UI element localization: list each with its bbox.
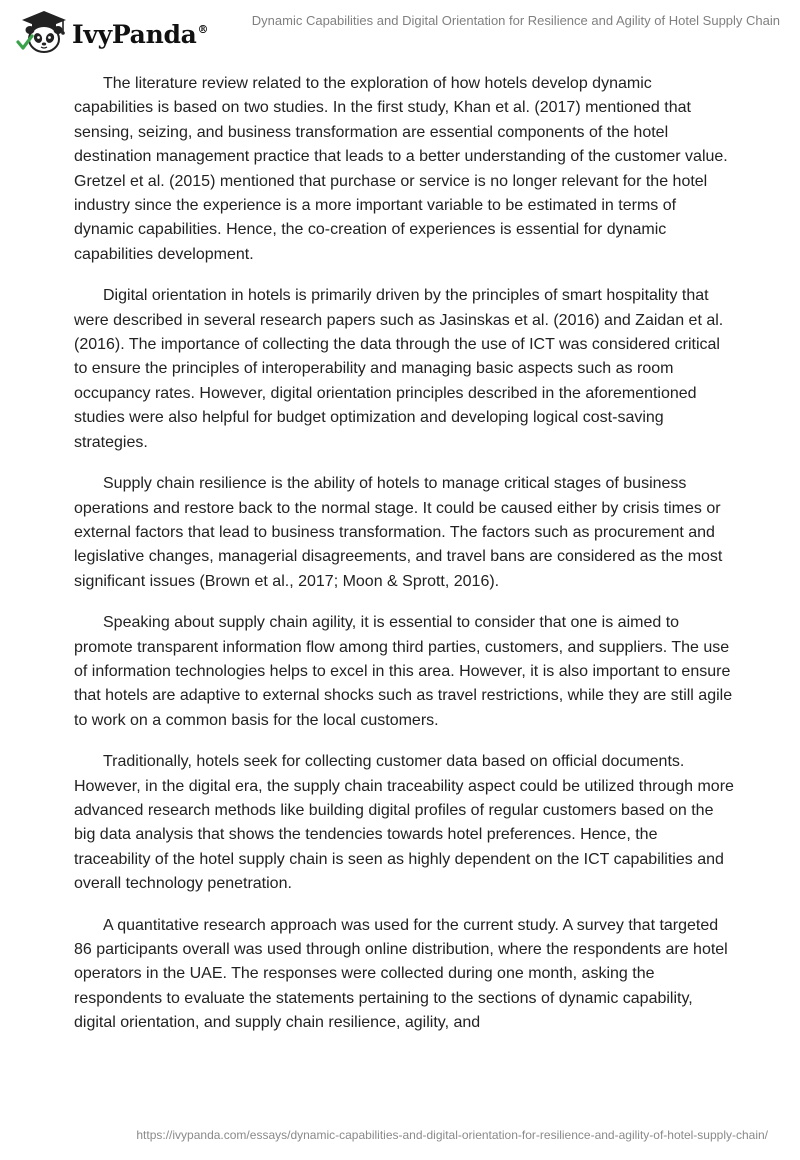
logo-text: IvyPanda®: [72, 19, 209, 49]
page-header: [0, 0, 800, 60]
paragraph-2: Digital orientation in hotels is primarily driven by the principles of smart hospitality that were described in several research papers such as Jasinskas et al. (2016) and Zaidan et al. (2016). The importance of collecting the data through the use of ICT was considered critical to ensure the principles of interoperability and managing basic aspects such as room occupancy rates. However, digital orientation principles described in the aforementioned studies were also helpful for budget optimization and developing logical cost-saving strategies.: [74, 287, 724, 451]
paragraph-5: Traditionally, hotels seek for collecting customer data based on official documents. However, in the digital era, the supply chain traceability aspect could be utilized through more advanced research methods like building digital profiles of regular customers based on the big data analysis that shows the tendencies towards hotel preferences. Hence, the traceability of the hotel supply chain is seen as highly dependent on the ICT capabilities and overall technology penetration.: [74, 753, 734, 893]
paragraph-1: The literature review related to the exploration of how hotels develop dynamic capabilities is based on two studies. In the first study, Khan et al. (2017) mentioned that sensing, seizing, and business transformation are essential components of the hotel destination management practice that leads to a better understanding of the customer value. Gretzel et al. (2015) mentioned that purchase or service is no longer relevant for the hotel industry since the experience is a more important variable to be estimated in terms of dynamic capabilities. Hence, the co-creation of experiences is essential for dynamic capabilities development.: [74, 75, 728, 263]
panda-graduation-cap-icon: [14, 8, 70, 54]
paragraph-6: A quantitative research approach was used for the current study. A survey that targeted 86 participants overall was used through online distribution, where the respondents are hotel operators in the UAE. The responses were collected during one month, asking the respondents to evaluate the statements pertaining to the sections of dynamic capability, digital orientation, and supply chain resilience, agility, and: [74, 916, 728, 1032]
essay-body: [74, 72, 734, 1053]
registered-mark: ®: [197, 23, 209, 37]
paragraph-3: Supply chain resilience is the ability of hotels to manage critical stages of business operations and restore back to the normal stage. It could be caused either by crisis times or external factors that lead to business transformation. The factors such as procurement and legislative changes, managerial disagreements, and travel bans are considered as the most significant issues (Brown et al., 2017; Moon & Sprott, 2016).: [74, 475, 723, 590]
paragraph-4: Speaking about supply chain agility, it is essential to consider that one is aimed to promote transparent information flow among third parties, customers, and suppliers. The use of information technologies helps to excel in this area. However, it is also important to ensure that hotels are adaptive to external shocks such as travel restrictions, while they are still agile to work on a common basis for the local customers.: [74, 614, 733, 729]
source-url[interactable]: https://ivypanda.com/essays/dynamic-capabilities-and-digital-orientation-for-resilience-and-agility-of-hotel-supply-chain/: [136, 1128, 768, 1142]
logo[interactable]: [14, 8, 208, 54]
document-title: Dynamic Capabilities and Digital Orientation for Resilience and Agility of Hotel Supply Chain: [251, 13, 780, 28]
